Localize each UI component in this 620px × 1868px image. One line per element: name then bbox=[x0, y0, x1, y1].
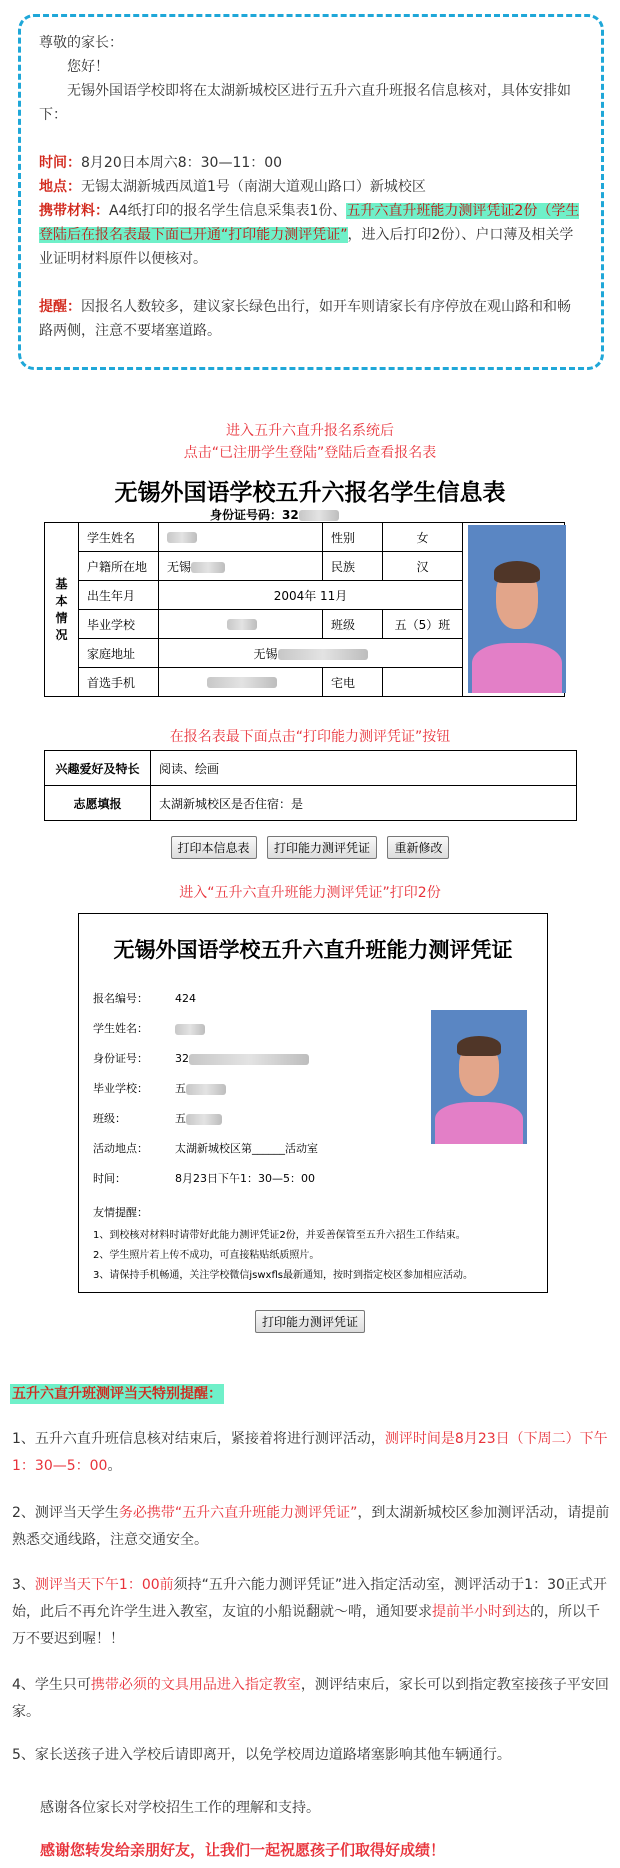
name-label: 学生姓名 bbox=[79, 523, 159, 552]
caption-print-button: 在报名表最下面点击“打印能力测评凭证”按钮 bbox=[169, 729, 451, 745]
materials-line: 携带材料：A4纸打印的报名学生信息采集表1份、五升六直升班能力测评凭证2份（学生登陆后在报名表最下面已开通“打印能力测评凭证”，进入后打印2份）、户口薄及相关学业证明材料原件以便核对。 bbox=[39, 203, 580, 267]
blurred-name bbox=[167, 532, 197, 543]
caption-cert: 进入“五升六直升班能力测评凭证”打印2份 bbox=[179, 885, 441, 901]
cert-reg-row: 报名编号： 424 bbox=[93, 992, 196, 1005]
cert-tip-2: 2、学生照片若上传不成功，可直接粘贴纸质照片。 bbox=[93, 1250, 320, 1261]
place-line: 地点：无锡太湖新城西凤道1号（南湖大道观山路口）新城校区 bbox=[39, 179, 426, 195]
cert-button-bar bbox=[0, 1310, 620, 1333]
form-id-line bbox=[210, 506, 339, 523]
birth-label: 出生年月 bbox=[79, 581, 159, 610]
materials-text-b: ，进入后打印2份）、户口薄及相关学业证明材料原件以便核对。 bbox=[39, 227, 574, 267]
phone-label: 首选手机 bbox=[79, 668, 159, 697]
place-value: 无锡太湖新城西凤道1号（南湖大道观山路口）新城校区 bbox=[81, 179, 426, 195]
home-phone-label: 宅电 bbox=[323, 668, 383, 697]
time-line: 时间：8月20日本周六8：30—11：00 bbox=[39, 155, 283, 171]
certificate bbox=[78, 913, 548, 1293]
form-id-value: 32 bbox=[282, 508, 299, 522]
blurred-id bbox=[299, 510, 339, 521]
cert-photo bbox=[431, 1010, 527, 1144]
hobby-value: 阅读、绘画 bbox=[151, 751, 577, 786]
cert-tip-3: 3、请保持手机畅通，关注学校微信jswxfls最新通知，按时到指定校区参加相应活动。 bbox=[93, 1270, 473, 1281]
school-label: 毕业学校 bbox=[79, 610, 159, 639]
wish-value: 太湖新城校区是否住宿：是 bbox=[151, 786, 577, 821]
hukou-value: 无锡 bbox=[159, 552, 323, 581]
cert-class-row: 班级： 五 bbox=[93, 1110, 222, 1126]
blurred-cert-name bbox=[175, 1024, 205, 1035]
form-title: 无锡外国语学校五升六报名学生信息表 bbox=[114, 479, 506, 506]
student-photo bbox=[468, 525, 566, 693]
gender-label: 性别 bbox=[323, 523, 383, 552]
place-label: 地点 bbox=[39, 179, 67, 195]
materials-text-a: A4纸打印的报名学生信息采集表1份、 bbox=[109, 203, 347, 219]
print-info-button[interactable]: 打印本信息表 bbox=[171, 836, 257, 859]
caption-login-line1: 进入五升六直升报名系统后 bbox=[226, 423, 394, 439]
class-value: 五（5）班 bbox=[383, 610, 463, 639]
final-message: 感谢您转发给亲朋好友，让我们一起祝愿孩子们取得好成绩！ bbox=[40, 1841, 446, 1859]
remind-label: 提醒 bbox=[39, 299, 67, 315]
reminder-3: 3、测评当天下午1：00前须持“五升六能力测评凭证”进入指定活动室，测评活动于1：30正式开始，此后不再允许学生进入教室，友谊的小船说翻就～啃，通知要求提前半小时到达的，所以千万不要迟到喔！！ bbox=[12, 1577, 607, 1647]
materials-highlight: 五升六直升班能力测评凭证2份（学生登陆后在报名表最下面已开通“打印能力测评凭证” bbox=[39, 203, 580, 243]
school-value bbox=[159, 610, 323, 639]
print-cert-button-2[interactable]: 打印能力测评凭证 bbox=[255, 1310, 365, 1333]
gender-value: 女 bbox=[383, 523, 463, 552]
materials-label: 携带材料 bbox=[39, 203, 95, 219]
edit-again-button[interactable]: 重新修改 bbox=[387, 836, 449, 859]
preference-table bbox=[44, 750, 577, 821]
intro-text: 无锡外国语学校即将在太湖新城校区进行五升六直升班报名信息核对，具体安排如下： bbox=[39, 83, 571, 123]
cert-name-row: 学生姓名： bbox=[93, 1020, 205, 1036]
name-value bbox=[159, 523, 323, 552]
cert-place-row: 活动地点： 太湖新城校区第______活动室 bbox=[93, 1142, 318, 1155]
reminder-heading: 五升六直升班测评当天特别提醒： bbox=[12, 1386, 222, 1402]
print-cert-button[interactable]: 打印能力测评凭证 bbox=[267, 836, 377, 859]
thanks-text: 感谢各位家长对学校招生工作的理解和支持。 bbox=[40, 1800, 320, 1816]
reminder-4: 4、学生只可携带必须的文具用品进入指定教室，测评结束后，家长可以到指定教室接孩子平安回家。 bbox=[12, 1677, 609, 1720]
home-phone-value bbox=[383, 668, 463, 697]
ethnic-value: 汉 bbox=[383, 552, 463, 581]
address-label: 家庭地址 bbox=[79, 639, 159, 668]
remind-value: 因报名人数较多，建议家长绿色出行，如开车则请家长有序停放在观山路和和畅路两侧，注意不要堵塞道路。 bbox=[39, 299, 571, 339]
form-button-bar bbox=[0, 836, 620, 859]
reminder-2: 2、测评当天学生务必携带“五升六直升班能力测评凭证”，到太湖新城校区参加测评活动，请提前熟悉交通线路，注意交通安全。 bbox=[12, 1505, 610, 1548]
birth-value: 2004年 11月 bbox=[159, 581, 463, 610]
cert-tip-1: 1、到校核对材料时请带好此能力测评凭证2份，并妥善保管至五升六招生工作结束。 bbox=[93, 1230, 466, 1241]
reminder-5: 5、家长送孩子进入学校后请即离开，以免学校周边道路堵塞影响其他车辆通行。 bbox=[12, 1747, 511, 1763]
wish-label: 志愿填报 bbox=[45, 786, 151, 821]
reminder-1: 1、五升六直升班信息核对结束后，紧接着将进行测评活动，测评时间是8月23日（下周二）下午1：30—5：00。 bbox=[12, 1431, 608, 1474]
notice-box bbox=[18, 14, 604, 370]
class-label: 班级 bbox=[323, 610, 383, 639]
cert-time-row: 时间： 8月23日下午1：30—5：00 bbox=[93, 1172, 315, 1185]
time-value: 8月20日本周六8：30—11：00 bbox=[81, 155, 283, 171]
hukou-label: 户籍所在地 bbox=[79, 552, 159, 581]
cert-tips-label: 友情提醒： bbox=[93, 1206, 148, 1219]
form-id-label: 身份证号码： bbox=[210, 508, 283, 522]
section-label: 基本情况 bbox=[45, 523, 79, 697]
ethnic-label: 民族 bbox=[323, 552, 383, 581]
cert-title: 无锡外国语学校五升六直升班能力测评凭证 bbox=[113, 937, 513, 962]
phone-value bbox=[159, 668, 323, 697]
cert-reg-value: 424 bbox=[175, 992, 196, 1005]
address-value: 无锡 bbox=[159, 639, 463, 668]
caption-login-line2: 点击“已注册学生登陆”登陆后查看报名表 bbox=[183, 445, 437, 461]
salutation: 尊敬的家长： bbox=[39, 35, 123, 51]
hobby-label: 兴趣爱好及特长 bbox=[45, 751, 151, 786]
remind-line: 提醒：因报名人数较多，建议家长绿色出行，如开车则请家长有序停放在观山路和和畅路两侧，注意不要堵塞道路。 bbox=[39, 299, 571, 339]
time-label: 时间 bbox=[39, 155, 67, 171]
cert-id-row: 身份证号： 32 bbox=[93, 1050, 309, 1066]
greeting: 您好！ bbox=[67, 59, 109, 75]
cert-school-row: 毕业学校： 五 bbox=[93, 1080, 226, 1096]
